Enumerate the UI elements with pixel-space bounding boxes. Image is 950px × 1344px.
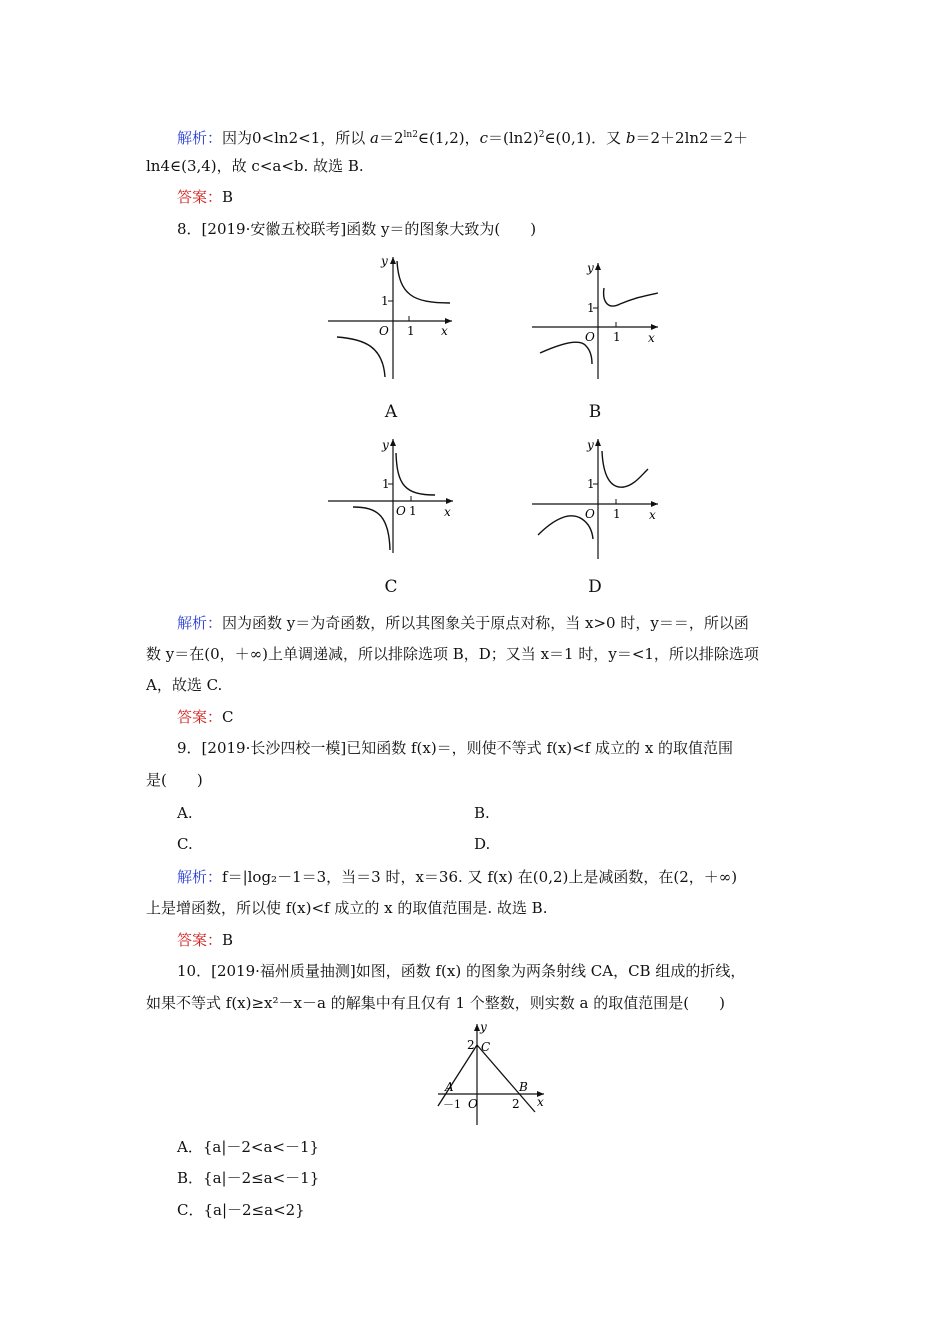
y-one-label: 1 bbox=[587, 301, 595, 315]
q8-analysis-line2: 数 y＝在(0，＋∞)上单调递减，所以排除选项 B，D；又当 x＝1 时，y＝<1，所以排除选项 bbox=[146, 645, 759, 663]
origin-label: O bbox=[379, 324, 389, 338]
y-one-label: 1 bbox=[587, 477, 595, 491]
ray-cb bbox=[477, 1045, 535, 1112]
q9-option-d: D. bbox=[474, 835, 491, 853]
y-label: y bbox=[587, 261, 594, 275]
point-a-label: A bbox=[445, 1080, 454, 1094]
q9-analysis-line2: 上是增函数，所以使 f(x)<f 成立的 x 的取值范围是. 故选 B. bbox=[146, 899, 548, 917]
q9-stem-line1: 9．[2019·长沙四校一模]已知函数 f(x)＝，则使不等式 f(x)<f 成立的 x 的取值范围 bbox=[177, 739, 734, 757]
graph-d bbox=[530, 435, 665, 560]
x-label: x bbox=[649, 508, 656, 522]
x-label: x bbox=[444, 505, 451, 519]
answer-label: 答案： bbox=[177, 708, 223, 726]
origin-label: O bbox=[468, 1097, 478, 1111]
y-one-label: 1 bbox=[382, 477, 390, 491]
curve-left bbox=[540, 342, 592, 364]
x-arrow-icon bbox=[651, 501, 658, 507]
x-arrow-icon bbox=[446, 498, 453, 504]
y-label: y bbox=[587, 438, 594, 452]
y-arrow-icon bbox=[390, 439, 396, 446]
q10-stem-line2: 如果不等式 f(x)≥x²－x－a 的解集中有且仅有 1 个整数，则实数 a 的取值范围是( ) bbox=[146, 994, 725, 1012]
y-arrow-icon bbox=[595, 439, 601, 446]
curve-right bbox=[397, 261, 450, 303]
q10-stem-line1: 10．[2019·福州质量抽测]如图，函数 f(x) 的图象为两条射线 CA，CB 组成的折线， bbox=[177, 962, 746, 980]
point-b-label: B bbox=[519, 1080, 528, 1094]
neg-one-label: －1 bbox=[443, 1098, 461, 1111]
y-label: y bbox=[480, 1020, 487, 1034]
origin-label: O bbox=[585, 330, 595, 344]
q8-analysis-line3: A，故选 C. bbox=[146, 676, 223, 694]
q10-option-a: A．{a|－2<a<－1} bbox=[177, 1138, 320, 1156]
analysis-label: 解析： bbox=[177, 868, 223, 886]
curve-right bbox=[602, 451, 648, 487]
q10-figure bbox=[432, 1022, 552, 1127]
q7-analysis-line2: ln4∈(3,4)，故 c<a<b. 故选 B. bbox=[146, 157, 364, 175]
q10-option-b: B．{a|－2≤a<－1} bbox=[177, 1169, 320, 1187]
curve-right bbox=[396, 453, 435, 495]
graph-d-caption: D bbox=[588, 577, 602, 597]
curve-right bbox=[604, 288, 658, 306]
q8-answer: 答案：C bbox=[177, 708, 234, 726]
curve-left bbox=[337, 337, 385, 377]
graph-a-caption: A bbox=[384, 402, 398, 422]
analysis-label: 解析： bbox=[177, 129, 223, 147]
y-label: y bbox=[381, 254, 388, 268]
graph-a bbox=[325, 255, 455, 380]
q9-stem-line2: 是( ) bbox=[146, 771, 203, 789]
q10-option-c: C．{a|－2≤a<2} bbox=[177, 1201, 305, 1219]
q9-option-b: B. bbox=[474, 804, 490, 822]
graph-c bbox=[325, 435, 460, 555]
q8-analysis-line1: 解析：因为函数 y＝为奇函数，所以其图象关于原点对称，当 x>0 时，y＝＝，所以函 bbox=[177, 614, 749, 632]
x-label: x bbox=[441, 324, 448, 338]
graph-b-caption: B bbox=[588, 402, 602, 422]
x-arrow-icon bbox=[651, 324, 658, 330]
answer-label: 答案： bbox=[177, 931, 223, 949]
origin-label: O bbox=[585, 507, 595, 521]
q8-stem: 8．[2019·安徽五校联考]函数 y＝的图象大致为( ) bbox=[177, 220, 537, 238]
y-arrow-icon bbox=[595, 263, 601, 270]
point-c-label: C bbox=[481, 1040, 491, 1054]
origin-label: O bbox=[396, 504, 406, 518]
y-one-label: 1 bbox=[381, 294, 389, 308]
x-label: x bbox=[537, 1095, 544, 1109]
curve-left bbox=[353, 507, 390, 550]
q7-analysis-line1: 解析：因为0<ln2<1，所以 $a=2^{ln2}\in(1,2)$，$c=(\ln 2)^2\in(0,1)$．又 b＝2＋2ln2＝2＋ bbox=[177, 129, 749, 147]
x-one-label: 1 bbox=[613, 330, 621, 344]
graph-c-caption: C bbox=[384, 577, 398, 597]
x-one-label: 1 bbox=[613, 507, 621, 521]
answer-label: 答案： bbox=[177, 188, 223, 206]
analysis-label: 解析： bbox=[177, 614, 223, 632]
q7-answer: 答案：B bbox=[177, 188, 234, 206]
y-label: y bbox=[382, 438, 389, 452]
x-two-label: 2 bbox=[512, 1097, 520, 1111]
q9-answer: 答案：B bbox=[177, 931, 234, 949]
q9-option-c: C. bbox=[177, 835, 193, 853]
q9-option-a: A. bbox=[177, 804, 193, 822]
x-label: x bbox=[648, 331, 655, 345]
y-arrow-icon bbox=[390, 257, 396, 264]
graph-b bbox=[530, 258, 665, 383]
x-one-label: 1 bbox=[409, 504, 417, 518]
y-two-label: 2 bbox=[467, 1038, 475, 1052]
x-one-label: 1 bbox=[407, 324, 415, 338]
q9-analysis-line1: 解析：f＝|log₂－1＝3，当＝3 时，x＝36. 又 f(x) 在(0,2)上是减函数，在(2，＋∞) bbox=[177, 868, 738, 886]
